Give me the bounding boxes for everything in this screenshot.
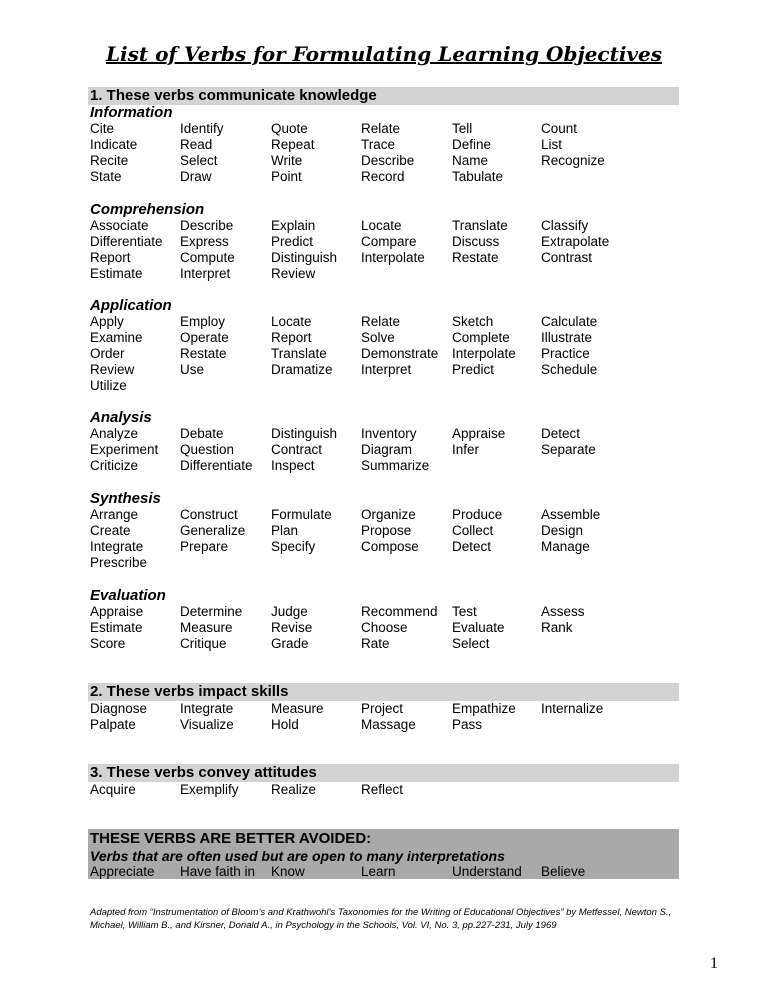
verb-item: Interpolate	[452, 346, 516, 361]
verb-column	[180, 314, 229, 378]
verb-item: Express	[180, 234, 229, 249]
verb-item: Arrange	[90, 507, 139, 522]
verb-column	[541, 314, 597, 378]
verb-item: Read	[180, 137, 213, 152]
verb-column	[90, 604, 143, 652]
verb-item: Recommend	[361, 604, 438, 619]
verb-item: Detect	[541, 426, 581, 441]
verb-item: Determine	[180, 604, 243, 619]
verb-column	[361, 782, 403, 798]
verb-item: Employ	[180, 314, 226, 329]
verb-item: Formulate	[271, 507, 332, 522]
verb-item: Describe	[361, 153, 415, 168]
verb-item: Trace	[361, 137, 396, 152]
verb-item: Associate	[90, 218, 149, 233]
verb-item: Sketch	[452, 314, 494, 329]
verb-item: Extrapolate	[541, 234, 610, 249]
verb-item: Test	[452, 604, 477, 619]
avoid-verb: Know	[271, 864, 305, 879]
verb-item: Generalize	[180, 523, 246, 538]
verb-item: Solve	[361, 330, 395, 345]
verb-item: Differentiate	[180, 458, 253, 473]
verb-item: Assemble	[541, 507, 601, 522]
verb-item: Experiment	[90, 442, 159, 457]
verb-item: Predict	[271, 234, 314, 249]
verb-item: Plan	[271, 523, 299, 538]
verb-item: Indicate	[90, 137, 138, 152]
verb-item: Estimate	[90, 620, 143, 635]
verb-item: Collect	[452, 523, 494, 538]
verb-item: Project	[361, 701, 404, 716]
verb-item: Construct	[180, 507, 238, 522]
verb-item: Internalize	[541, 701, 604, 716]
verb-item: Summarize	[361, 458, 430, 473]
verb-column	[452, 701, 516, 733]
verb-item: Choose	[361, 620, 408, 635]
verb-item: Question	[180, 442, 235, 457]
verb-item: Restate	[452, 250, 499, 265]
verb-column	[90, 782, 136, 798]
verb-item: Cite	[90, 121, 115, 136]
category-analysis-heading: Analysis	[90, 409, 152, 426]
verb-item: Visualize	[180, 717, 234, 732]
verb-item: Repeat	[271, 137, 315, 152]
verb-item: Contrast	[541, 250, 593, 265]
verb-item: Reflect	[361, 782, 404, 797]
verb-item: Select	[452, 636, 490, 651]
verb-item: Interpret	[361, 362, 412, 377]
verb-item: Use	[180, 362, 205, 377]
verb-column	[90, 218, 163, 282]
verb-column	[452, 604, 505, 652]
verb-item: Examine	[90, 330, 143, 345]
verb-item: Count	[541, 121, 578, 136]
page-number: 1	[710, 955, 718, 972]
verb-column	[180, 507, 245, 555]
verb-item: Differentiate	[90, 234, 163, 249]
verb-item: Tabulate	[452, 169, 504, 184]
verb-item: Schedule	[541, 362, 598, 377]
verb-item: Integrate	[180, 701, 234, 716]
avoid-heading: THESE VERBS ARE BETTER AVOIDED:	[90, 830, 372, 847]
verb-column	[90, 121, 137, 185]
verb-item: Review	[271, 266, 316, 281]
verb-item: Rate	[361, 636, 390, 651]
verb-item: Rank	[541, 620, 573, 635]
category-synthesis-heading: Synthesis	[90, 490, 161, 507]
verb-item: Translate	[452, 218, 508, 233]
verb-item: Debate	[180, 426, 224, 441]
verb-item: Calculate	[541, 314, 598, 329]
verb-item: Practice	[541, 346, 590, 361]
verb-item: Discuss	[452, 234, 500, 249]
verb-item: Integrate	[90, 539, 144, 554]
verb-column	[452, 121, 503, 185]
verb-item: Acquire	[90, 782, 136, 797]
category-comprehension-heading: Comprehension	[90, 201, 205, 218]
verb-item: Critique	[180, 636, 227, 651]
verb-item: Separate	[541, 442, 596, 457]
verb-item: Quote	[271, 121, 308, 136]
verb-column	[452, 507, 502, 555]
verb-column	[90, 314, 143, 394]
verb-item: Inventory	[361, 426, 417, 441]
verb-column	[541, 507, 600, 555]
verb-column	[452, 218, 508, 266]
verb-item: Design	[541, 523, 584, 538]
verb-column	[180, 218, 235, 282]
verb-item: Predict	[452, 362, 495, 377]
verb-column	[90, 426, 158, 474]
page-title: List of Verbs for Formulating Learning Objectives	[105, 42, 663, 66]
category-information-heading: Information	[90, 104, 173, 121]
verb-column	[541, 701, 603, 717]
verb-item: Explain	[271, 218, 316, 233]
verb-column	[271, 604, 312, 652]
category-evaluation-heading: Evaluation	[90, 587, 166, 604]
verb-item: Tell	[452, 121, 473, 136]
verb-item: Specify	[271, 539, 316, 554]
verb-item: Empathize	[452, 701, 516, 716]
verb-item: Point	[271, 169, 302, 184]
verb-item: Demonstrate	[361, 346, 439, 361]
verb-item: Recognize	[541, 153, 605, 168]
verb-column	[361, 121, 414, 185]
verb-column	[361, 218, 425, 266]
verb-item: Identify	[180, 121, 224, 136]
verb-item: Complete	[452, 330, 510, 345]
verb-item: Prepare	[180, 539, 229, 554]
verb-column	[361, 426, 429, 474]
verb-column	[90, 507, 147, 571]
verb-item: Grade	[271, 636, 309, 651]
verb-item: Dramatize	[271, 362, 333, 377]
verb-column	[541, 426, 596, 458]
verb-item: Hold	[271, 717, 299, 732]
verb-item: Relate	[361, 121, 401, 136]
avoid-verb: Understand	[452, 864, 522, 879]
verb-column	[541, 218, 609, 266]
verb-column	[271, 314, 333, 378]
verb-item: Draw	[180, 169, 212, 184]
avoid-verb: Appreciate	[90, 864, 155, 879]
verb-item: Illustrate	[541, 330, 593, 345]
verb-item: Report	[90, 250, 131, 265]
verb-item: Score	[90, 636, 126, 651]
verb-item: Compare	[361, 234, 417, 249]
verb-item: Select	[180, 153, 218, 168]
verb-item: Review	[90, 362, 135, 377]
verb-item: Write	[271, 153, 303, 168]
verb-item: Order	[90, 346, 125, 361]
verb-item: Classify	[541, 218, 589, 233]
verb-item: Report	[271, 330, 312, 345]
verb-item: Interpolate	[361, 250, 425, 265]
verb-item: List	[541, 137, 563, 152]
verb-item: Manage	[541, 539, 590, 554]
verb-item: Propose	[361, 523, 412, 538]
verb-column	[271, 782, 316, 798]
avoid-verb: Have faith in	[180, 864, 256, 879]
verb-column	[271, 218, 337, 282]
verb-column	[180, 604, 242, 652]
verb-item: Criticize	[90, 458, 139, 473]
verb-column	[180, 426, 253, 474]
verb-item: Produce	[452, 507, 503, 522]
verb-column	[361, 314, 438, 378]
verb-item: Appraise	[90, 604, 144, 619]
verb-item: Evaluate	[452, 620, 505, 635]
verb-item: Restate	[180, 346, 227, 361]
verb-column	[361, 701, 416, 733]
verb-item: Inspect	[271, 458, 315, 473]
verb-item: Detect	[452, 539, 492, 554]
verb-item: Measure	[271, 701, 324, 716]
verb-item: Create	[90, 523, 131, 538]
verb-column	[452, 314, 516, 378]
avoid-verb: Believe	[541, 864, 586, 879]
verb-item: Operate	[180, 330, 229, 345]
verb-item: Pass	[452, 717, 483, 732]
verb-column	[452, 426, 505, 458]
verb-column	[90, 701, 147, 733]
verb-item: Palpate	[90, 717, 136, 732]
verb-item: Contract	[271, 442, 323, 457]
section2-heading: 2. These verbs impact skills	[90, 683, 289, 700]
verb-column	[271, 426, 337, 474]
avoid-verb: Learn	[361, 864, 396, 879]
avoid-subheading: Verbs that are often used but are open to many interpretations	[90, 848, 505, 864]
verb-item: Diagram	[361, 442, 413, 457]
verb-item: Judge	[271, 604, 308, 619]
footnote: Adapted from “Instrumentation of Bloom’s and Krathwohl’s Taxonomies for the Writing of Educational Objectives” by Metfessel, Newton S., Michael, William B., and Kirsner, Donald A., in Psychology in the Schools, Vol. VI, No. 3, pp.227-231, July 1969	[90, 907, 672, 931]
verb-item: Prescribe	[90, 555, 148, 570]
category-application-heading: Application	[90, 297, 172, 314]
verb-column	[541, 121, 605, 169]
verb-column	[180, 782, 239, 798]
verb-column	[541, 604, 585, 636]
verb-item: Distinguish	[271, 250, 338, 265]
verb-column	[271, 121, 315, 185]
verb-item: Infer	[452, 442, 480, 457]
verb-column	[180, 701, 234, 733]
verb-item: Recite	[90, 153, 129, 168]
verb-item: Compute	[180, 250, 235, 265]
verb-item: Organize	[361, 507, 416, 522]
verb-item: Apply	[90, 314, 124, 329]
verb-column	[180, 121, 224, 185]
verb-item: Estimate	[90, 266, 143, 281]
section1-heading: 1. These verbs communicate knowledge	[90, 87, 377, 104]
verb-item: Measure	[180, 620, 233, 635]
verb-item: Analyze	[90, 426, 139, 441]
verb-item: Define	[452, 137, 492, 152]
verb-item: Translate	[271, 346, 327, 361]
verb-item: Revise	[271, 620, 313, 635]
verb-item: Massage	[361, 717, 416, 732]
verb-column	[361, 604, 438, 652]
verb-item: State	[90, 169, 122, 184]
verb-item: Interpret	[180, 266, 231, 281]
verb-item: Compose	[361, 539, 419, 554]
verb-item: Name	[452, 153, 489, 168]
verb-item: Locate	[361, 218, 402, 233]
verb-item: Relate	[361, 314, 401, 329]
verb-item: Realize	[271, 782, 317, 797]
verb-column	[271, 701, 324, 733]
verb-item: Locate	[271, 314, 312, 329]
verb-item: Describe	[180, 218, 234, 233]
verb-item: Record	[361, 169, 405, 184]
verb-item: Assess	[541, 604, 585, 619]
verb-item: Diagnose	[90, 701, 148, 716]
verb-column	[361, 507, 419, 555]
section3-heading: 3. These verbs convey attitudes	[90, 764, 317, 781]
verb-item: Distinguish	[271, 426, 338, 441]
verb-item: Exemplify	[180, 782, 239, 797]
verb-item: Appraise	[452, 426, 506, 441]
verb-item: Utilize	[90, 378, 127, 393]
verb-column	[271, 507, 332, 555]
